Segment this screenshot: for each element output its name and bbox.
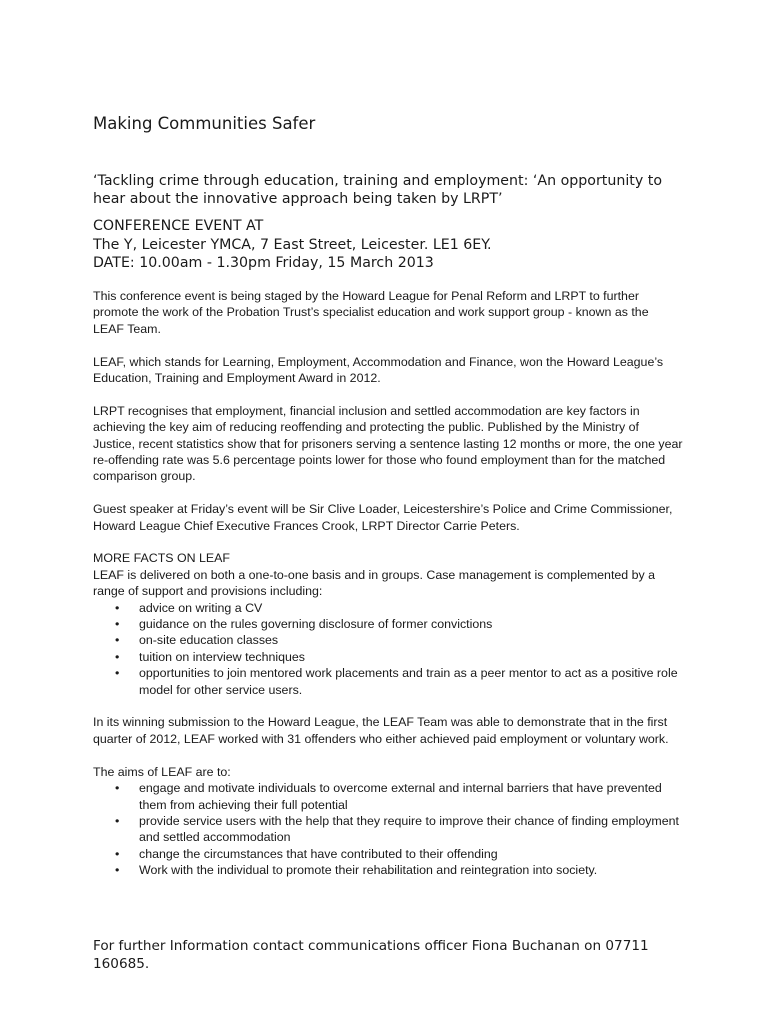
facts-list (93, 600, 683, 698)
event-details (93, 217, 492, 273)
bullet-icon: • (115, 649, 120, 664)
list-item (115, 813, 683, 846)
bullet-icon: • (115, 863, 120, 878)
bullet-icon: • (115, 781, 120, 796)
event-heading: CONFERENCE EVENT AT (93, 218, 264, 234)
bullet-icon: • (115, 813, 120, 828)
aims-list (93, 780, 683, 878)
contact-info: For further Information contact communications officer Fiona Buchanan on 07711 160685. (93, 938, 649, 972)
paragraph-statistics: LRPT recognises that employment, financial inclusion and settled accommodation are key factors in achieving the key aim of reducing reoffending and protecting the public. Published by the Ministry of Justice, recent statistics show that for prisoners serving a sentence lasting 12 months or more, the one year re-offending rate was 5.6 percentage points lower for those who found employment than for the matched comparison group. (93, 403, 683, 484)
facts-intro: LEAF is delivered on both a one-to-one basis and in groups. Case management is complemented by a range of support and provisions including: (93, 567, 656, 599)
paragraph-guest-speakers: Guest speaker at Friday’s event will be Sir Clive Loader, Leicestershire’s Police and Crime Commissioner, Howard League Chief Executive Frances Crook, LRPT Director Carrie Peters. (93, 502, 673, 533)
document-subtitle: ‘Tackling crime through education, training and employment: ‘An opportunity to hear about the innovative approach being taken by LRPT’ (93, 173, 662, 207)
list-item (115, 600, 683, 616)
list-item (115, 846, 683, 862)
list-item-text: advice on writing a CV (139, 600, 263, 615)
document-title: Making Communities Safer (93, 114, 316, 133)
list-item (115, 632, 683, 648)
list-item (115, 780, 683, 813)
event-venue: The Y, Leicester YMCA, 7 East Street, Leicester. LE1 6EY. (93, 236, 492, 253)
list-item-text: tuition on interview techniques (139, 649, 305, 664)
paragraph-submission: In its winning submission to the Howard League, the LEAF Team was able to demonstrate that in the first quarter of 2012, LEAF worked with 31 offenders who either achieved paid employment or voluntary work. (93, 715, 669, 746)
list-item-text: guidance on the rules governing disclosure of former convictions (139, 617, 493, 632)
bullet-icon: • (115, 846, 120, 861)
bullet-icon: • (115, 666, 120, 681)
list-item-text: Work with the individual to promote their rehabilitation and reintegration into society. (139, 863, 598, 878)
list-item-text: on-site education classes (139, 633, 279, 648)
list-item-text: engage and motivate individuals to overcome external and internal barriers that have prevented them from achieving their full potential (139, 781, 662, 812)
list-item (115, 665, 683, 698)
bullet-icon: • (115, 633, 120, 648)
list-item-text: provide service users with the help that they require to improve their chance of finding employment and settled accommodation (139, 813, 679, 845)
list-item-text: opportunities to join mentored work placements and train as a peer mentor to act as a positive role model for other service users. (139, 666, 678, 697)
document-body (93, 288, 683, 895)
list-item (115, 616, 683, 632)
bullet-icon: • (115, 617, 120, 632)
paragraph-intro: This conference event is being staged by the Howard League for Penal Reform and LRPT to further promote the work of the Probation Trust’s specialist education and work support group - known as the LEAF Team. (93, 289, 649, 336)
paragraph-leaf-award: LEAF, which stands for Learning, Employment, Accommodation and Finance, won the Howard League’s Education, Training and Employment Award in 2012. (93, 354, 664, 386)
aims-intro: The aims of LEAF are to: (93, 764, 231, 779)
facts-heading: MORE FACTS ON LEAF (93, 551, 231, 566)
list-item-text: change the circumstances that have contributed to their offending (139, 846, 498, 861)
list-item (115, 649, 683, 665)
bullet-icon: • (115, 600, 120, 615)
list-item (115, 862, 683, 878)
event-date: DATE: 10.00am - 1.30pm Friday, 15 March 2013 (93, 255, 434, 271)
